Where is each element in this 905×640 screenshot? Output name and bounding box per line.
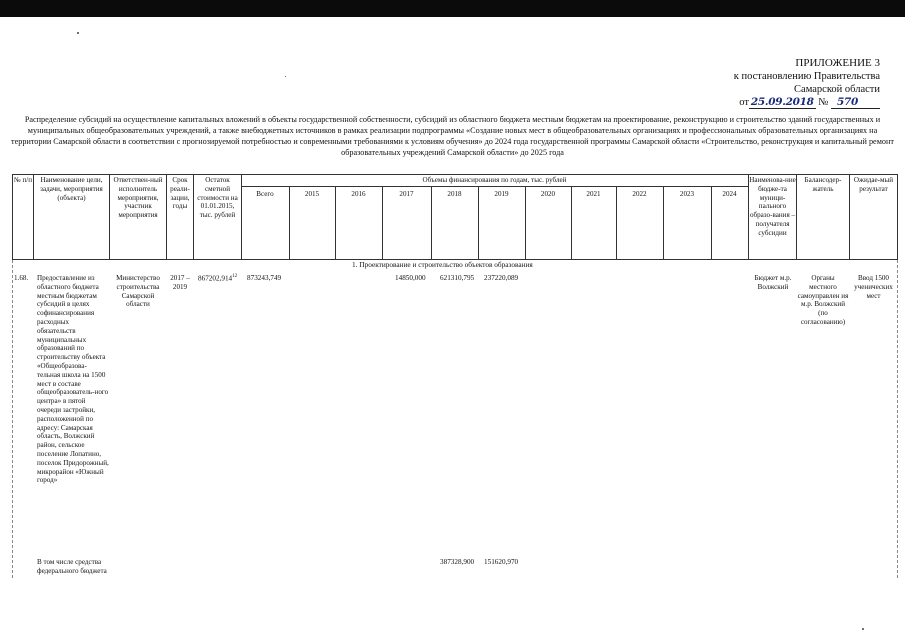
section-title: 1. Проектирование и строительство объектов образования (352, 260, 533, 269)
row-2018: 621310,795 (440, 274, 475, 282)
scan-dashed-border (897, 260, 898, 578)
scan-top-border (0, 0, 905, 17)
appendix-title: ПРИЛОЖЕНИЕ 3 (795, 57, 880, 69)
subrow-2018: 387328,900 (440, 558, 475, 566)
row-result: Ввод 1500 ученических мест (854, 274, 893, 300)
header-year-2022: 2022 (632, 190, 647, 198)
header-term: Срок реали-зации, годы (170, 176, 190, 211)
scan-speck (77, 32, 79, 34)
row-budget: Бюджет м.р. Волжский (754, 274, 792, 291)
row-2017: 14850,000 (395, 274, 426, 282)
header-year-2017: 2017 (399, 190, 414, 198)
row-holder: Органы местного самоуправлен ия м.р. Волжский (по согласованию) (797, 274, 849, 326)
appendix-date-line (700, 96, 880, 109)
col-rule (109, 174, 110, 259)
row-name: Предоставление из областного бюджета местным бюджетам субсидий в целях софинансирования расходных обязательств муниципальных образований по строительству объекта «Общеобразова-тельная школа на 1500 мест в составе общеобразователь-ного центра» в пятой очереди застройки, расположенной по адресу: Самарская область, Волжский район, сельское поселение Лопатино, поселок Придорожный, микрорайон «Южный город» (37, 274, 109, 485)
rule-funding-group (241, 186, 748, 187)
funding-table (12, 174, 898, 586)
date-prefix: от (739, 97, 749, 108)
header-funding-group: Объемы финансирования по годам, тыс. рублей (422, 176, 567, 184)
appendix-line-1: к постановлению Правительства (733, 71, 880, 82)
row-total: 873243,749 (247, 274, 282, 282)
header-year-2015: 2015 (304, 190, 320, 198)
scan-speck (285, 76, 286, 77)
header-budget: Наименова-ние бюдже-та муници-пального образо-вания – получателя субсидии (749, 176, 796, 237)
row-2019: 237220,089 (484, 274, 519, 282)
header-year-2024: 2024 (722, 190, 737, 198)
header-year-2019: 2019 (494, 190, 509, 198)
header-executor: Ответствен-ный исполнитель мероприятия, участник мероприятия (113, 176, 163, 220)
rule-top (12, 174, 898, 175)
handwritten-date: 25.09.2018 (750, 96, 814, 108)
appendix-block (700, 57, 880, 109)
row-executor: Министерство строительства Самарской области (116, 274, 160, 309)
col-rule (12, 174, 13, 259)
header-year-2021: 2021 (586, 190, 601, 198)
col-rule (897, 174, 898, 259)
handwritten-number: 570 (831, 97, 880, 109)
header-year-2023: 2023 (679, 190, 695, 198)
subrow-name: В том числе средства федерального бюджета (37, 558, 107, 575)
scan-speck (862, 628, 864, 630)
document-title: Распределение субсидий на осуществление капитальных вложений в объекты государственной собственности, субсидий из областного бюджета местным бюджетам на проектирование, реконструкцию и строительство зданий государственных и муниципальных общеобразовательных учреждений, а также внебюджетных источников в рамках реализации подпрограммы «Создание новых мест в общеобразовательных организациях и профессиональных образовательных организациях на территории Самарской области в соответствии с прогнозируемой потребностью и современными требованиями к условиям обучения» до 2024 года государственной программы Самарской области «Строительство, реконструкция и капитальный ремонт образовательных учреждений Самарской области» до 2025 года (11, 115, 894, 157)
header-year-total: Всего (256, 190, 274, 198)
appendix-line-2: Самарской области (794, 84, 880, 95)
header-year-2018: 2018 (447, 190, 462, 198)
col-rule (241, 174, 242, 259)
scan-dashed-border (12, 260, 13, 578)
row-remainder: 867202,914$^{12}$ (198, 274, 238, 283)
subrow-2019: 151620,970 (484, 558, 519, 566)
row-num: 1.68. (14, 274, 29, 282)
col-rule (33, 174, 34, 259)
header-result: Ожидае-мый результат (853, 176, 894, 193)
header-remainder: Остаток сметной стоимости на 01.01.2015, тыс. рублей (197, 176, 238, 220)
header-name: Наименование цели, задачи, мероприятия (объекта) (40, 176, 103, 202)
header-num: № п/п (13, 176, 33, 184)
header-year-2020: 2020 (540, 190, 556, 198)
number-prefix: № (818, 97, 829, 108)
col-rule (193, 174, 194, 259)
header-year-2016: 2016 (351, 190, 366, 198)
row-term: 2017 – 2019 (170, 274, 190, 291)
header-holder: Балансодер-жатель (804, 176, 842, 193)
